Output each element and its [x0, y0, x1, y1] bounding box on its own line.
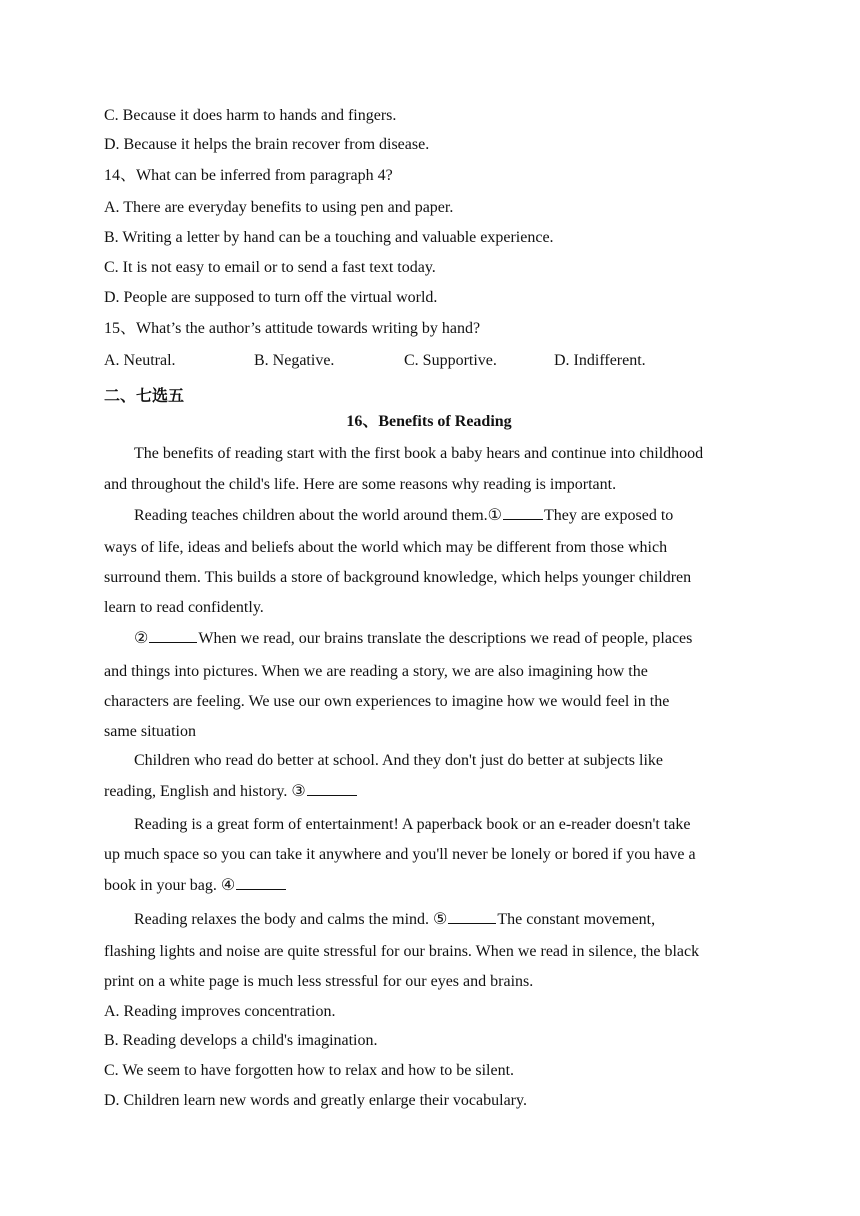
paragraph-3-line-3: characters are feeling. We use our own experiences to imagine how we would feel in the — [104, 693, 670, 710]
q14-option-a: A. There are everyday benefits to using pen and paper. — [104, 199, 454, 216]
paragraph-6-line-1 — [134, 905, 655, 935]
paragraph-1-line-2: and throughout the child's life. Here are some reasons why reading is important. — [104, 476, 617, 493]
q15-question: 15、What’s the author’s attitude towards writing by hand? — [104, 320, 481, 337]
choice-option-b: B. Reading develops a child's imagination. — [104, 1032, 378, 1049]
q15-option-a: A. Neutral. — [104, 352, 176, 369]
paragraph-2-line-3: surround them. This builds a store of background knowledge, which helps younger children — [104, 569, 692, 586]
q13-option-c: C. Because it does harm to hands and fingers. — [104, 107, 397, 124]
q15-option-d: D. Indifferent. — [554, 352, 646, 369]
choice-option-d: D. Children learn new words and greatly enlarge their vocabulary. — [104, 1092, 527, 1109]
paragraph-3-line-4: same situation — [104, 723, 196, 740]
paragraph-6-text-a: Reading relaxes the body and calms the mind. ⑤ — [134, 911, 448, 928]
q14-question: 14、What can be inferred from paragraph 4? — [104, 167, 393, 184]
q15-option-c: C. Supportive. — [404, 352, 497, 369]
paragraph-3-text-a: ② — [134, 630, 149, 647]
paragraph-2-line-1 — [134, 501, 673, 531]
paragraph-5-line-2: up much space so you can take it anywhere and you'll never be lonely or bored if you have a — [104, 846, 696, 863]
answer-blank-2[interactable] — [149, 628, 197, 643]
paragraph-5-line-1: Reading is a great form of entertainment! A paperback book or an e-reader doesn't take — [134, 816, 691, 833]
paragraph-4-line-2 — [104, 777, 358, 807]
answer-blank-1[interactable] — [503, 505, 543, 520]
section-heading: 二、七选五 — [104, 386, 185, 405]
choice-option-c: C. We seem to have forgotten how to relax and how to be silent. — [104, 1062, 515, 1079]
choice-option-a: A. Reading improves concentration. — [104, 1003, 336, 1020]
paragraph-1-line-1: The benefits of reading start with the first book a baby hears and continue into childhood — [134, 445, 704, 462]
q14-option-c: C. It is not easy to email or to send a fast text today. — [104, 259, 436, 276]
paragraph-2-text-b: They are exposed to — [544, 507, 674, 524]
paragraph-3-line-2: and things into pictures. When we are reading a story, we are also imagining how the — [104, 663, 648, 680]
paragraph-3-line-1 — [134, 624, 692, 654]
paragraph-5-line-3 — [104, 871, 287, 901]
q14-option-d: D. People are supposed to turn off the virtual world. — [104, 289, 438, 306]
paragraph-2-line-4: learn to read confidently. — [104, 599, 264, 616]
paragraph-2-text-a: Reading teaches children about the world around them.① — [134, 507, 503, 524]
paragraph-4-line-1: Children who read do better at school. And they don't just do better at subjects like — [134, 752, 663, 769]
paragraph-4-text-a: reading, English and history. ③ — [104, 783, 306, 800]
paragraph-5-text-a: book in your bag. ④ — [104, 877, 236, 894]
paragraph-6-line-3: print on a white page is much less stressful for our eyes and brains. — [104, 973, 534, 990]
q15-option-b: B. Negative. — [254, 352, 335, 369]
answer-blank-3[interactable] — [307, 781, 357, 796]
paragraph-6-line-2: flashing lights and noise are quite stressful for our brains. When we read in silence, the black — [104, 943, 700, 960]
q13-option-d: D. Because it helps the brain recover from disease. — [104, 136, 430, 153]
answer-blank-4[interactable] — [236, 875, 286, 890]
paragraph-3-text-b: When we read, our brains translate the descriptions we read of people, places — [198, 630, 693, 647]
paragraph-2-line-2: ways of life, ideas and beliefs about the world which may be different from those which — [104, 539, 668, 556]
passage-title: 16、Benefits of Reading — [346, 413, 512, 430]
paragraph-6-text-b: The constant movement, — [497, 911, 656, 928]
answer-blank-5[interactable] — [448, 909, 496, 924]
q14-option-b: B. Writing a letter by hand can be a touching and valuable experience. — [104, 229, 554, 246]
